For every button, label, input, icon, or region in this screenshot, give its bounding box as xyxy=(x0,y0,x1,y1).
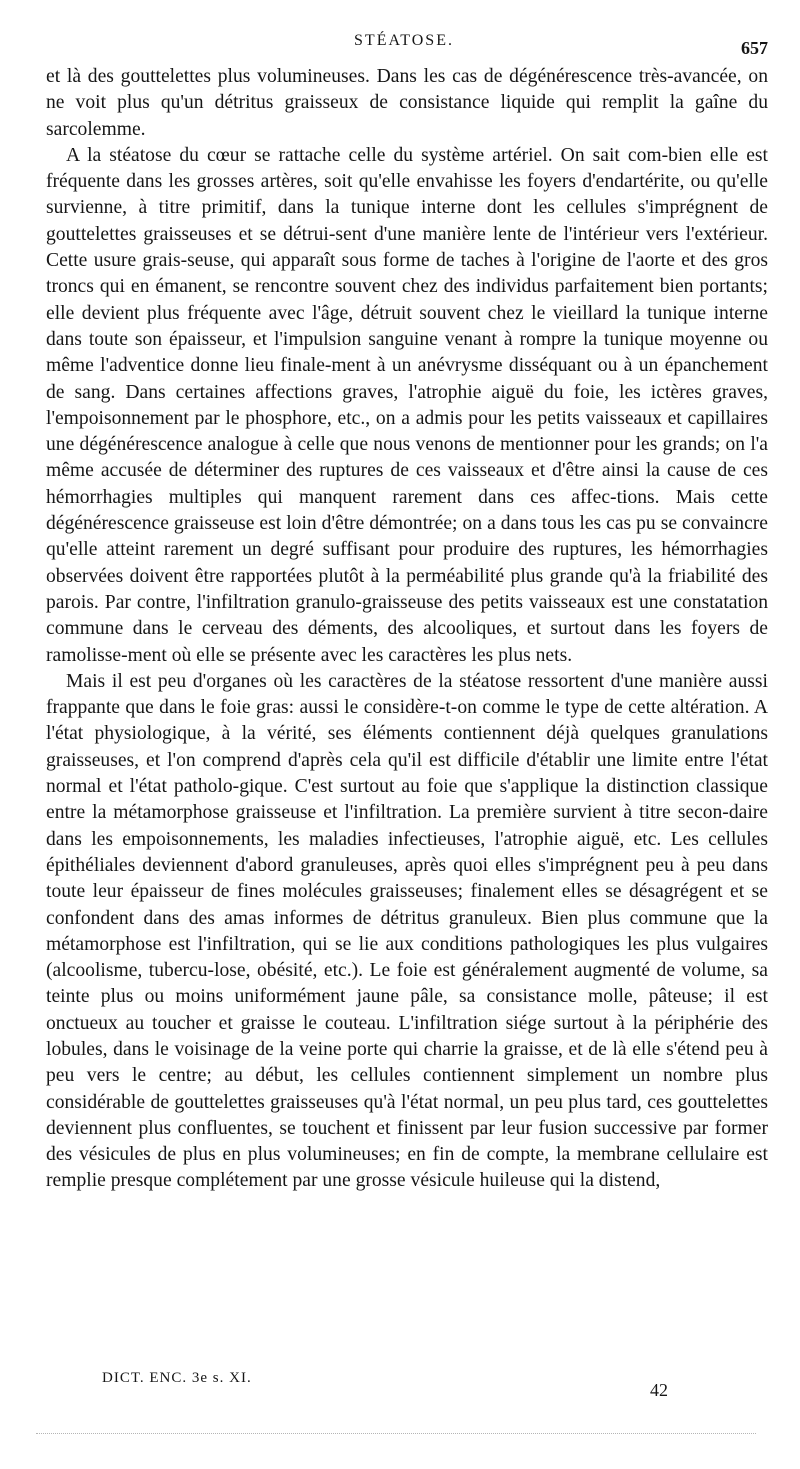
paragraph-fatty-liver: Mais il est peu d'organes où les caractères de la stéatose ressortent d'une manière aussi frappante que dans le foie gras: aussi le considère-t-on comme le type de cette altération. A l'état physiologique, à la vérité, ses éléments contiennent déjà quelques granulations graisseuses, et l'on comprend d'après cela qu'il est difficile d'établir une limite entre l'état normal et l'état patholo-gique. C'est surtout au foie que s'applique la distinction classique entre la métamorphose graisseuse et l'infiltration. La première survient à titre secon-daire dans les empoisonnements, les maladies infectieuses, l'atrophie aiguë, etc. Les cellules épithéliales deviennent d'abord granuleuses, après quoi elles s'imprégnent peu à peu dans toute leur épaisseur de fines molécules graisseuses; finalement elles se désagrégent et se confondent dans des amas informes de détritus granuleux. Bien plus commune que la métamorphose est l'infiltration, qui se lie aux conditions pathologiques les plus vulgaires (alcoolisme, tubercu-lose, obésité, etc.). Le foie est généralement augmenté de volume, sa teinte plus ou moins uniformément jaune pâle, sa consistance molle, pâteuse; il est onctueux au toucher et graisse le couteau. L'infiltration siége surtout à la périphérie des lobules, dans le voisinage de la veine porte qui charrie la graisse, et de là elle s'étend peu à peu vers le centre; au début, les cellules contiennent simplement un nombre plus considérable de gouttelettes graisseuses qu'à l'état normal, un peu plus tard, ces gouttelettes deviennent plus confluentes, se touchent et finissent par leur fusion successive par former des vésicules de plus en plus volumineuses; en fin de compte, la membrane cellulaire est remplie presque complétement par une grosse vésicule huileuse qui la distend, xyxy=(46,670,768,1192)
body-text xyxy=(46,64,768,1195)
page-header xyxy=(40,32,768,56)
page-number: 657 xyxy=(741,38,768,58)
page-footer xyxy=(40,1360,768,1400)
paragraph-arterial-steatosis: A la stéatose du cœur se rattache celle du système artériel. On sait com-bien elle est fréquente dans les grosses artères, soit qu'elle envahisse les foyers d'endartérite, ou qu'elle survienne, à titre primitif, dans la tunique interne dont les cellules s'imprégnent de gouttelettes graisseuses et se détrui-sent d'une manière lente de l'intérieur vers l'extérieur. Cette usure grais-seuse, qui apparaît sous forme de taches à l'origine de l'aorte et des gros troncs qui en émanent, se rencontre souvent chez des individus parfaitement bien portants; elle devient plus fréquente avec l'âge, détruit souvent chez le vieillard la tunique interne dans toute son épaisseur, et l'impulsion sanguine venant à rompre la tunique moyenne ou même l'adventice donne lieu finale-ment à un anévrysme disséquant ou à un épanchement de sang. Dans certaines affections graves, l'atrophie aiguë du foie, les ictères graves, l'empoisonnement par le phosphore, etc., on a admis pour les petits vaisseaux et capillaires une dégénérescence analogue à celle que nous venons de mentionner pour les grands; on l'a même accusée de déterminer des ruptures de ces vaisseaux et d'être ainsi la cause de ces hémorrhagies multiples qui manquent rarement dans ces affec-tions. Mais cette dégénérescence graisseuse est loin d'être démontrée; on a dans tous les cas pu se convaincre qu'elle atteint rarement un degré suffisant pour produire des ruptures, les hémorrhagies observées doivent être rapportées plutôt à la perméabilité plus grande qu'à la friabilité des parois. Par contre, l'infiltration granulo-graisseuse des petits vaisseaux est une constatation commune dans le cerveau des déments, des alcooliques, et surtout dans les foyers de ramolisse-ment où elle se présente avec les caractères les plus nets. xyxy=(46,144,768,666)
printer-signature: DICT. ENC. 3e s. XI. xyxy=(102,1370,252,1386)
paragraph-continued: et là des gouttelettes plus volumineuses. Dans les cas de dégénérescence très-avancée, on ne voit plus qu'un détritus graisseux de consistance liquide qui remplit la gaîne du sarcolemme. xyxy=(46,66,768,140)
sheet-number: 42 xyxy=(650,1380,668,1400)
scan-edge-rule xyxy=(36,1433,756,1434)
running-title: STÉATOSE. xyxy=(354,32,454,49)
